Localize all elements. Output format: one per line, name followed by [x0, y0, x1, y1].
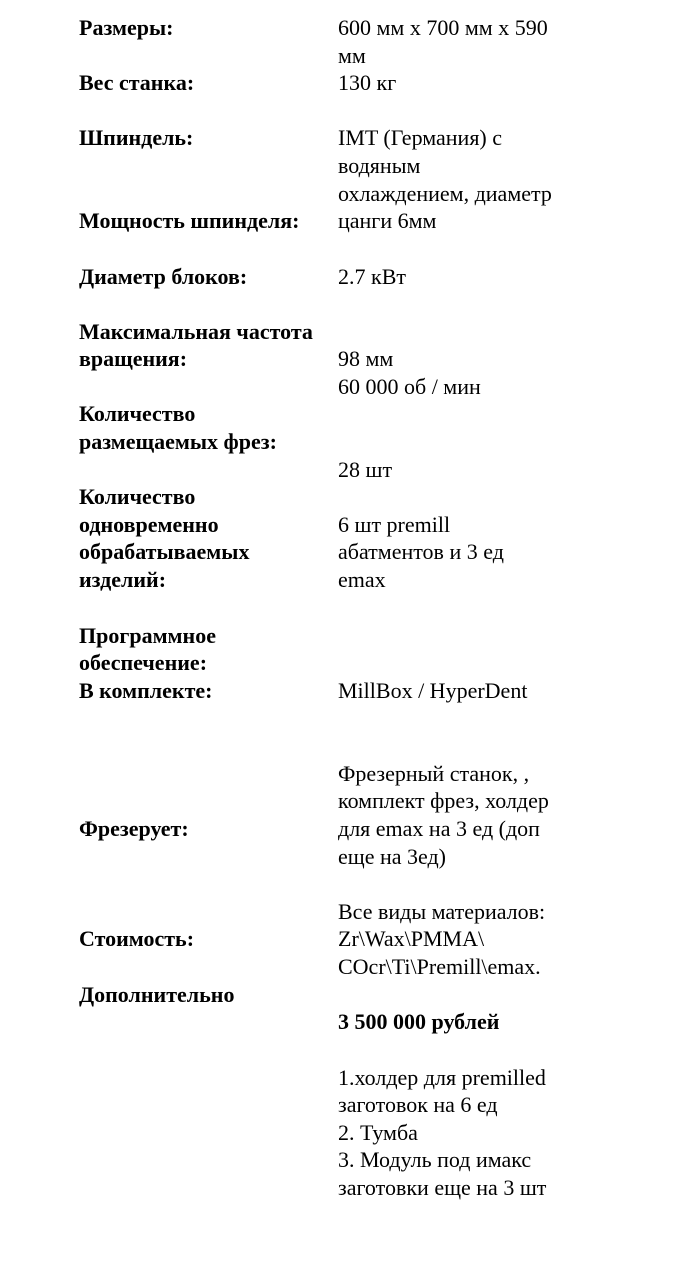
label-price: Стоимость:: [79, 926, 195, 951]
value-max-rotation: 60 000 об / мин: [338, 374, 481, 399]
value-included-line4: еще на 3ед): [338, 844, 447, 869]
value-additional-line5: заготовки еще на 3 шт: [338, 1175, 547, 1200]
label-block-diameter: Диаметр блоков:: [79, 264, 248, 289]
value-included-line1: Фрезерный станок, ,: [338, 761, 530, 786]
value-materials-line2: Zr\Wax\PMMA\: [338, 926, 485, 951]
label-simultaneous-line3: обрабатываемых: [79, 539, 250, 564]
value-additional-line1: 1.холдер для premilled: [338, 1065, 546, 1090]
label-max-rotation-line1: Максимальная частота: [79, 319, 313, 344]
label-spindle: Шпиндель:: [79, 125, 194, 150]
label-tool-count-line2: размещаемых фрез:: [79, 429, 277, 454]
value-tool-count: 28 шт: [338, 457, 393, 482]
value-spindle-line1: IMT (Германия) с: [338, 125, 503, 150]
value-materials-line1: Все виды материалов:: [338, 899, 546, 924]
value-additional-line2: заготовок на 6 ед: [338, 1092, 498, 1117]
value-spindle-line3: охлаждением, диаметр: [338, 181, 552, 206]
label-simultaneous-line1: Количество: [79, 484, 196, 509]
value-simultaneous-line2: абатментов и 3 ед: [338, 539, 504, 564]
label-simultaneous-line2: одновременно: [79, 512, 219, 537]
label-simultaneous-line4: изделий:: [79, 567, 167, 592]
value-materials-line3: COcr\Ti\Premill\emax.: [338, 954, 541, 979]
label-spindle-power: Мощность шпинделя:: [79, 208, 300, 233]
label-included: В комплекте:: [79, 678, 213, 703]
value-included-line2: комплект фрез, холдер: [338, 788, 549, 813]
value-simultaneous-line1: 6 шт premill: [338, 512, 451, 537]
value-spindle-line2: водяным: [338, 153, 421, 178]
value-price: 3 500 000 рублей: [338, 1009, 500, 1034]
label-software-line1: Программное: [79, 623, 216, 648]
value-spindle-power: 2.7 кВт: [338, 264, 406, 289]
value-spindle-line4: цанги 6мм: [338, 208, 437, 233]
label-tool-count-line1: Количество: [79, 401, 196, 426]
value-block-diameter: 98 мм: [338, 346, 394, 371]
value-additional-line3: 2. Тумба: [338, 1120, 418, 1145]
label-dimensions: Размеры:: [79, 15, 174, 40]
value-dimensions-line1: 600 мм х 700 мм х 590: [338, 15, 548, 40]
value-additional-line4: 3. Модуль под имакс: [338, 1147, 532, 1172]
label-mills: Фрезерует:: [79, 816, 189, 841]
value-dimensions-line2: мм: [338, 43, 366, 68]
label-machine-weight: Вес станка:: [79, 70, 195, 95]
value-software: MillBox / HyperDent: [338, 678, 528, 703]
label-software-line2: обеспечение:: [79, 650, 208, 675]
value-included-line3: для emax на 3 ед (доп: [338, 816, 540, 841]
value-simultaneous-line3: emax: [338, 567, 386, 592]
value-machine-weight: 130 кг: [338, 70, 397, 95]
label-max-rotation-line2: вращения:: [79, 346, 188, 371]
label-additional: Дополнительно: [79, 982, 235, 1007]
